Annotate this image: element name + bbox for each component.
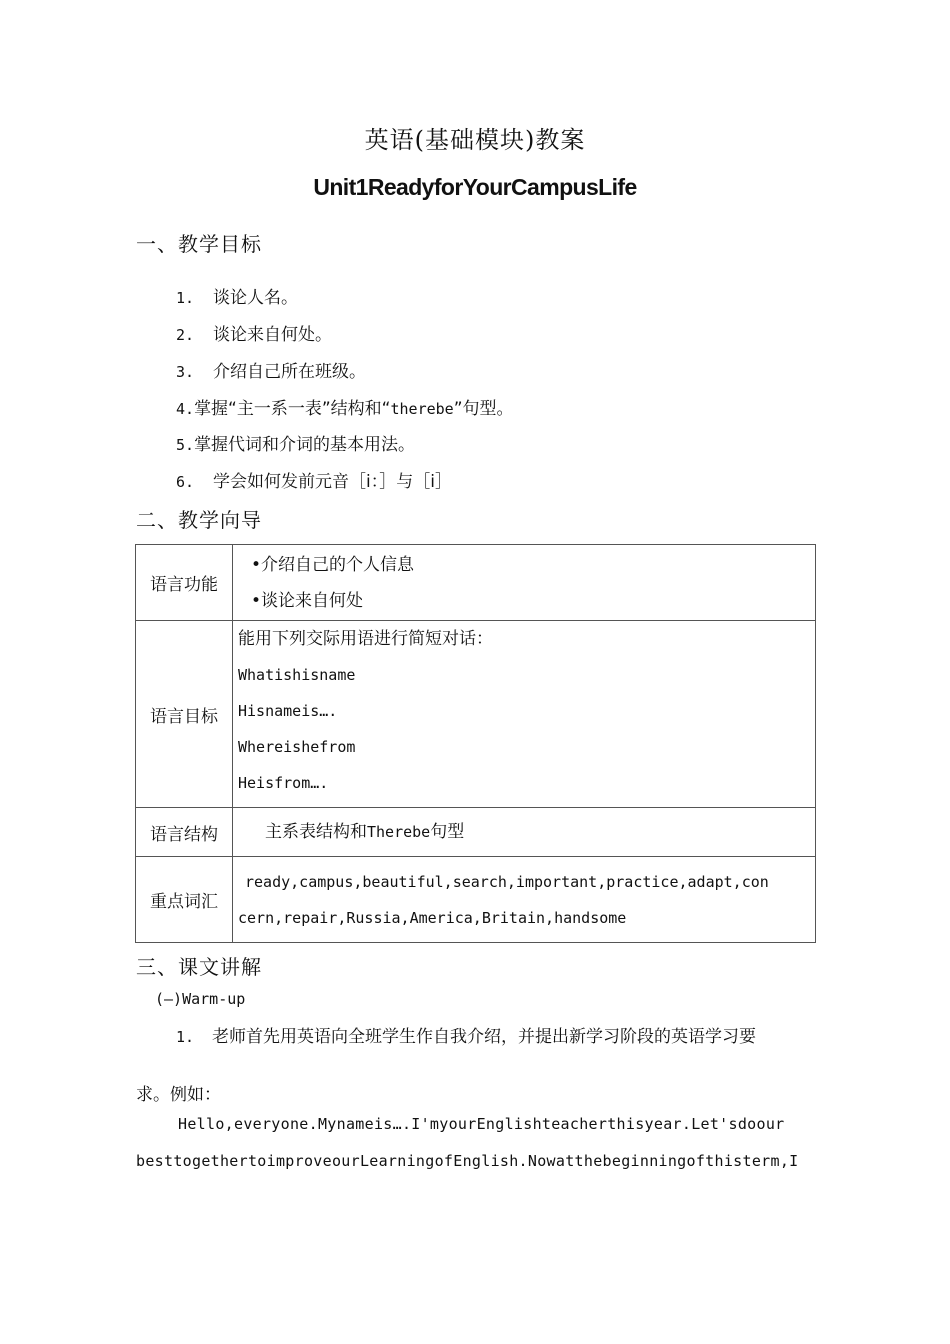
paragraph-text-english: Hello,everyone.Mynameis….I'myourEnglishteacherthisyear.Let'sdoour <box>178 1115 785 1133</box>
content-line: •谈论来自何处 <box>251 590 364 611</box>
objective-text-end: ”句型。 <box>453 399 514 419</box>
paragraph-text: 老师首先用英语向全班学生作自我介绍，并提出新学习阶段的英语学习要 <box>212 1027 756 1047</box>
objective-number: 2. <box>176 326 195 344</box>
row-label: 重点词汇 <box>136 857 233 943</box>
objective-text: 介绍自己所在班级。 <box>213 362 366 382</box>
row-content <box>233 857 816 943</box>
row-label: 语言功能 <box>136 545 233 621</box>
row-label: 语言结构 <box>136 808 233 857</box>
objective-text: 谈论来自何处。 <box>213 325 332 345</box>
content-line: cern,repair,Russia,America,Britain,handsome <box>238 908 627 927</box>
objective-number: 3. <box>176 363 195 381</box>
row-content <box>233 545 816 621</box>
objective-item <box>176 357 366 382</box>
content-line: ready,campus,beautiful,search,important,practice,adapt,con <box>245 872 769 891</box>
objective-text-english: therebe <box>390 400 454 418</box>
structure-english: Therebe <box>367 823 431 841</box>
paragraph-text-english: besttogethertoimproveourLearningofEnglish.Nowatthebeginningofthisterm,I <box>136 1152 799 1170</box>
teaching-guide-table <box>135 544 816 943</box>
objective-text: 掌握“主一系一表”结构和“ <box>194 399 391 419</box>
objective-number: 4. <box>176 400 195 418</box>
objective-text: 掌握代词和介词的基本用法。 <box>194 435 416 455</box>
warmup-subheading: (—)Warm-up <box>155 990 246 1008</box>
unit-title: Unit1ReadyforYourCampusLife <box>313 174 637 200</box>
structure-text: 主系表结构和 <box>265 822 367 842</box>
paragraph-line: 求。例如： <box>136 1085 221 1105</box>
table-row <box>136 545 816 621</box>
table-row <box>136 621 816 808</box>
objective-item <box>176 467 452 492</box>
table-row <box>136 808 816 857</box>
section-heading-guide: 二、教学向导 <box>136 508 262 532</box>
paragraph-line <box>136 1151 816 1171</box>
paragraph-line <box>136 1022 816 1047</box>
section-heading-objectives: 一、教学目标 <box>136 232 262 256</box>
row-label: 语言目标 <box>136 621 233 808</box>
objective-text: 谈论人名。 <box>213 288 298 308</box>
table-row <box>136 857 816 943</box>
section-heading-lesson: 三、课文讲解 <box>136 955 262 979</box>
content-line: Hisnameis…. <box>238 702 338 720</box>
content-line: Heisfrom…. <box>238 774 329 792</box>
content-line: •介绍自己的个人信息 <box>251 554 415 575</box>
objective-item <box>176 430 415 455</box>
paragraph-number: 1. <box>176 1028 195 1046</box>
content-line: Whatishisname <box>238 666 356 684</box>
row-content <box>233 808 816 857</box>
content-line: 能用下列交际用语进行简短对话： <box>238 629 493 649</box>
document-title: 英语(基础模块)教案 <box>364 126 586 154</box>
paragraph-line <box>136 1114 816 1134</box>
structure-text-end: 句型 <box>430 822 465 842</box>
objective-number: 6. <box>176 473 195 491</box>
objective-item <box>176 320 332 345</box>
objective-item <box>176 283 298 308</box>
objective-number: 5. <box>176 436 195 454</box>
objective-number: 1. <box>176 289 195 307</box>
content-line: Whereishefrom <box>238 738 356 756</box>
objective-item <box>176 394 514 419</box>
objective-text: 学会如何发前元音［i：］与［i］ <box>213 472 452 492</box>
row-content <box>233 621 816 808</box>
content-line <box>265 814 815 850</box>
